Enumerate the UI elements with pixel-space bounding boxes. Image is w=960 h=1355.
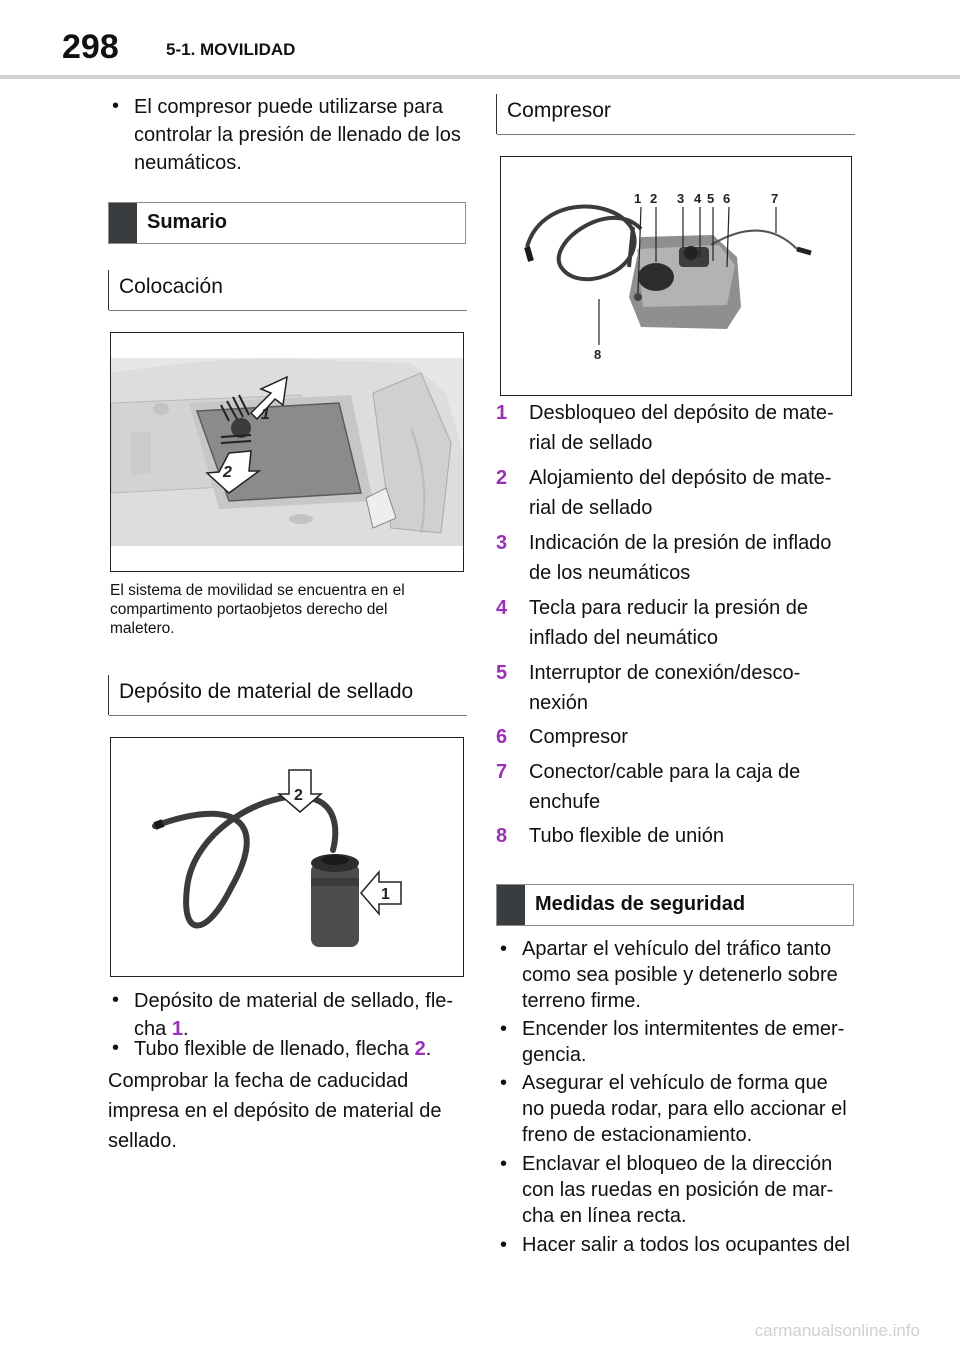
- figure-label: 5: [707, 191, 715, 206]
- arrow-marker: 2: [414, 1038, 426, 1060]
- legend-line: enchufe: [529, 791, 601, 813]
- safety-line: cha en línea recta.: [522, 1205, 687, 1227]
- safety-line: terreno firme.: [522, 990, 641, 1012]
- page-number: 298: [62, 28, 119, 66]
- safety-line: Apartar el vehículo del tráfico tanto: [522, 938, 832, 960]
- safety-line: con las ruedas en posición de mar-: [522, 1179, 834, 1201]
- safety-line: gencia.: [522, 1044, 587, 1066]
- legend-line: Desbloqueo del depósito de mate-: [529, 402, 834, 424]
- legend-number: 5: [496, 662, 508, 684]
- figure-label: 1: [634, 191, 642, 206]
- medidas-label: Medidas de seguridad: [535, 893, 746, 915]
- safety-line: no pueda rodar, para ello accionar el: [522, 1098, 847, 1120]
- figure-label: 1: [381, 886, 390, 903]
- intro-line: neumáticos.: [134, 152, 242, 174]
- heading-rule: [497, 134, 855, 135]
- safety-line: freno de estacionamiento.: [522, 1124, 753, 1146]
- intro-line: El compresor puede utilizarse para: [134, 96, 444, 118]
- caption-line: compartimento portaobjetos derecho del: [110, 601, 388, 618]
- compressor-illustration: [501, 157, 851, 395]
- bullet-line: Tubo flexible de llenado, flecha: [134, 1038, 409, 1060]
- safety-line: Hacer salir a todos los ocupantes del: [522, 1234, 850, 1256]
- sealant-bullet-1: • Depósito de material de sellado, fle- cha 1.: [112, 989, 454, 1040]
- legend-line: Conector/cable para la caja de: [529, 761, 801, 783]
- deposito-label: Depósito de material de sellado: [119, 680, 414, 703]
- deposito-heading: [108, 675, 467, 715]
- heading-rule: [109, 310, 467, 311]
- para-line: impresa en el depósito de material de: [108, 1100, 442, 1122]
- safety-line: Enclavar el bloqueo de la dirección: [522, 1153, 833, 1175]
- figure-label: 2: [650, 191, 658, 206]
- bullet-dot: •: [500, 1153, 508, 1175]
- figure-label: 3: [677, 191, 685, 206]
- figure-label: 8: [594, 347, 602, 362]
- figure-label: 4: [694, 191, 702, 206]
- figure-label: 6: [723, 191, 731, 206]
- safety-line: como sea posible y detenerlo sobre: [522, 964, 838, 986]
- medidas-heading: [496, 884, 854, 926]
- legend-number: 4: [496, 597, 508, 619]
- intro-bullet: [112, 93, 472, 173]
- legend-line: Alojamiento del depósito de mate-: [529, 467, 832, 489]
- caption-line: maletero.: [110, 620, 175, 637]
- sealant-figure: [110, 737, 464, 977]
- legend-number: 8: [496, 825, 508, 847]
- legend-line: Compresor: [529, 726, 628, 748]
- trunk-caption: [110, 581, 470, 638]
- header-rule: [0, 75, 960, 79]
- legend-line: Tubo flexible de unión: [529, 825, 724, 847]
- colocacion-heading: [108, 270, 467, 310]
- bullet-dot: •: [112, 989, 120, 1011]
- heading-bar: [497, 885, 525, 925]
- trunk-illustration: [111, 333, 463, 571]
- sumario-label: Sumario: [147, 211, 228, 233]
- heading-bar: [109, 203, 137, 243]
- safety-line: Encender los intermitentes de emer-: [522, 1018, 845, 1040]
- compresor-label: Compresor: [507, 99, 611, 122]
- bullet-dot: •: [112, 95, 120, 117]
- figure-label: 2: [294, 787, 303, 804]
- bullet-dot: •: [500, 1072, 508, 1094]
- section-title: 5-1. MOVILIDAD: [166, 40, 296, 59]
- trunk-figure: [110, 332, 464, 572]
- sealant-bullet-2: • Tubo flexible de llenado, flecha 2.: [112, 1037, 432, 1060]
- legend-line: inflado del neumático: [529, 627, 719, 649]
- bullet-dot: •: [112, 1037, 120, 1059]
- arrow-marker: 1: [171, 1018, 183, 1040]
- legend-line: Interruptor de conexión/desco-: [529, 662, 801, 684]
- legend-line: Indicación de la presión de inflado: [529, 532, 832, 554]
- intro-line: controlar la presión de llenado de los: [134, 124, 461, 146]
- bullet-line: Depósito de material de sellado, fle-: [134, 990, 454, 1012]
- legend-number: 7: [496, 761, 508, 783]
- sealant-illustration: [111, 738, 463, 976]
- expiry-paragraph: [108, 1066, 468, 1156]
- legend-number: 1: [496, 402, 508, 424]
- bullet-dot: •: [500, 1234, 508, 1256]
- legend-line: rial de sellado: [529, 497, 653, 519]
- legend-number: 3: [496, 532, 508, 554]
- legend-line: nexión: [529, 692, 588, 714]
- watermark: carmanualsonline.info: [754, 1321, 920, 1340]
- legend-number: 2: [496, 467, 508, 489]
- figure-label: 7: [771, 191, 779, 206]
- heading-rule: [109, 715, 467, 716]
- colocacion-label: Colocación: [119, 275, 223, 298]
- para-line: sellado.: [108, 1130, 177, 1152]
- legend-line: rial de sellado: [529, 432, 653, 454]
- figure-label: 2: [223, 464, 232, 481]
- legend-line: Tecla para reducir la presión de: [529, 597, 809, 619]
- bullet-dot: •: [500, 938, 508, 960]
- figure-label: 1: [261, 406, 270, 423]
- safety-line: Asegurar el vehículo de forma que: [522, 1072, 828, 1094]
- sumario-heading: [108, 202, 466, 244]
- compressor-figure: [500, 156, 852, 396]
- bullet-dot: •: [500, 1018, 508, 1040]
- bullet-line: cha: [134, 1018, 167, 1040]
- caption-line: El sistema de movilidad se encuentra en el: [110, 582, 405, 599]
- legend-line: de los neumáticos: [529, 562, 691, 584]
- legend-number: 6: [496, 726, 508, 748]
- compresor-heading: [496, 94, 855, 134]
- para-line: Comprobar la fecha de caducidad: [108, 1070, 409, 1092]
